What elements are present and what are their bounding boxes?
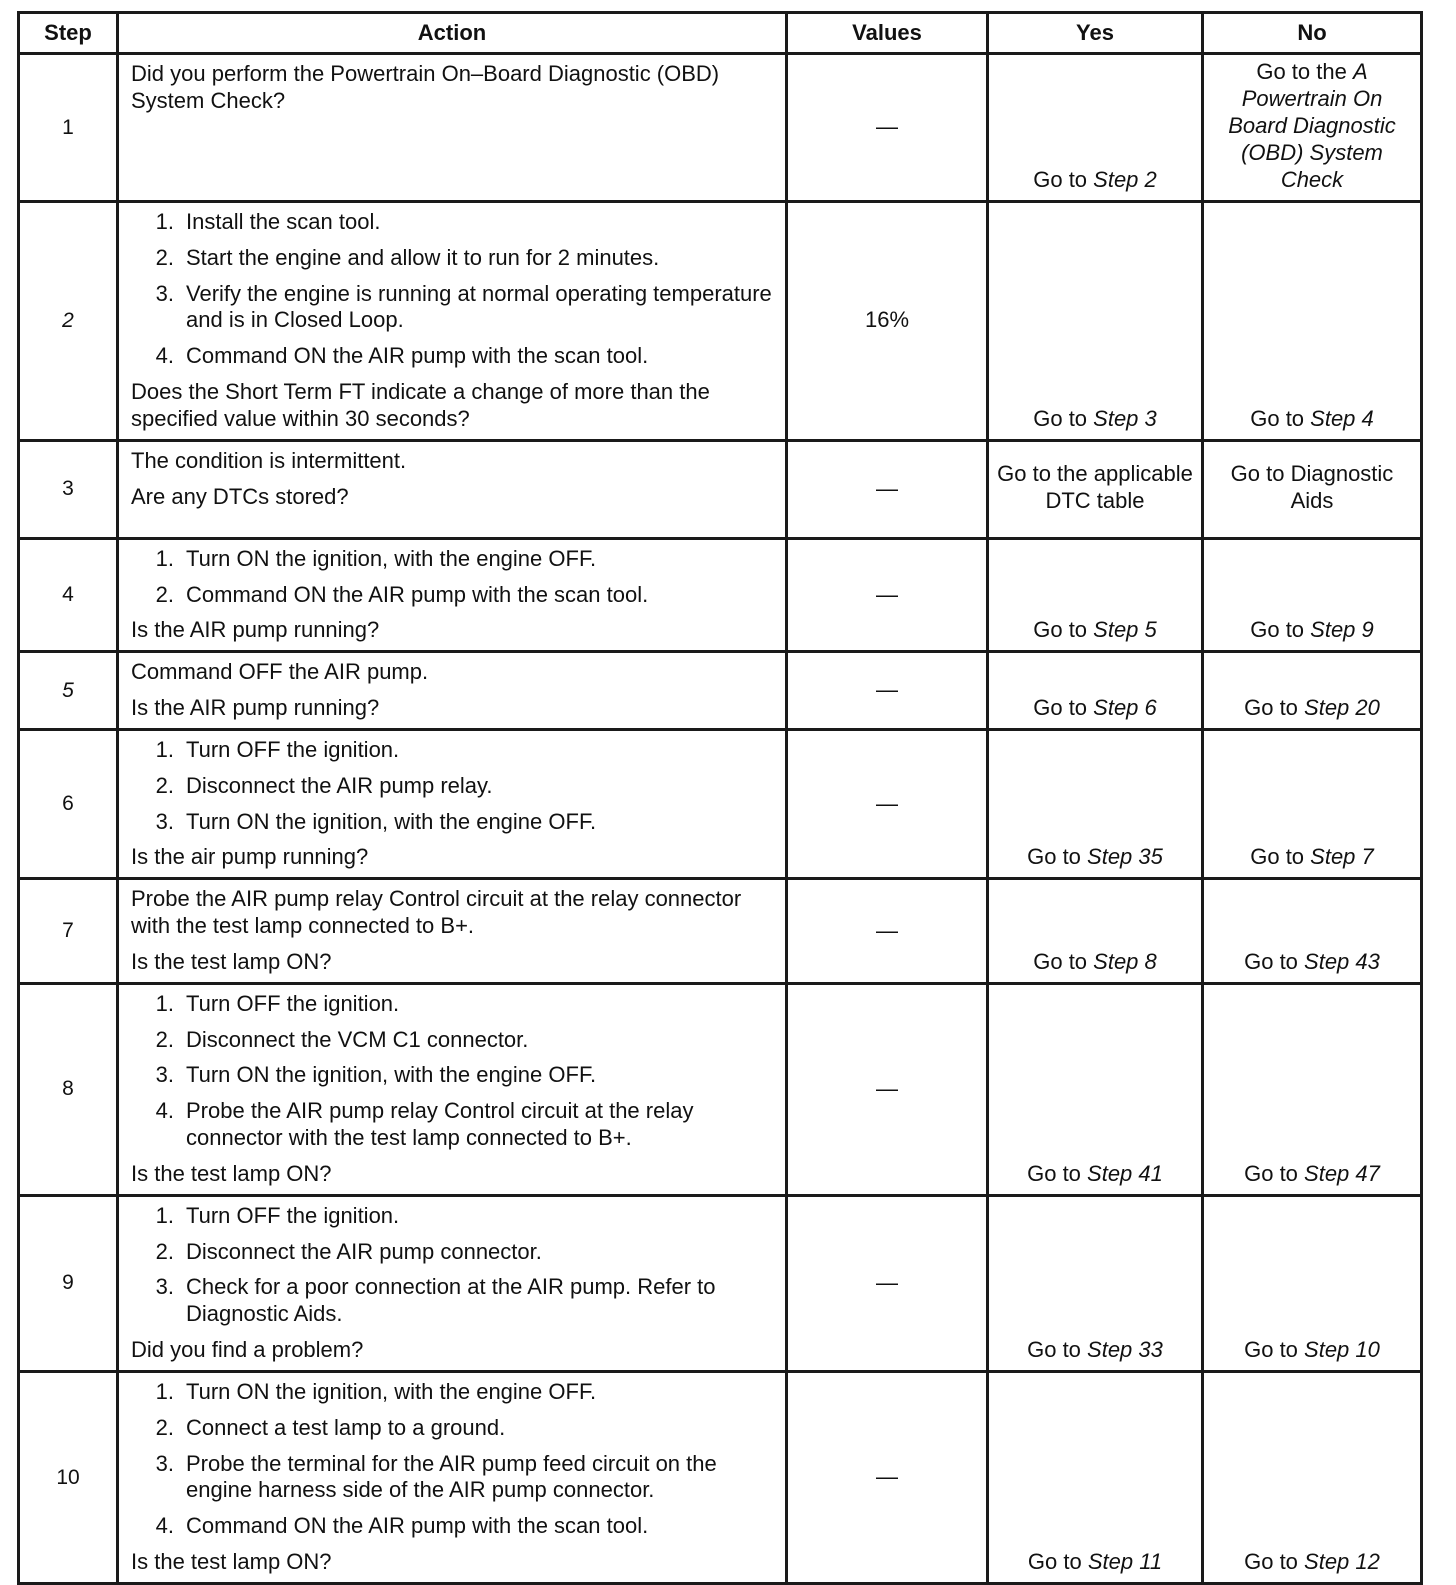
list-item: [131, 209, 775, 236]
yes-step-link: Step 2: [1093, 167, 1157, 193]
yes-step-link: Step 3: [1093, 405, 1157, 431]
no-text: Go to the: [1256, 59, 1353, 85]
action-step-list: [131, 546, 775, 609]
list-item-number: 4.: [155, 1513, 174, 1539]
action-cell: [118, 1195, 787, 1371]
list-item: [131, 1027, 775, 1054]
list-item: [131, 582, 775, 609]
action-step-list: [131, 1379, 775, 1540]
no-step-link: Step 7: [1310, 844, 1374, 870]
no-text: Go to: [1250, 405, 1311, 431]
action-step-list: [131, 209, 775, 370]
list-item-text: Turn ON the ignition, with the engine OFF.: [186, 1062, 597, 1088]
no-step-link: Step 47: [1304, 1160, 1380, 1186]
list-item-text: Turn OFF the ignition.: [186, 990, 400, 1016]
list-item-text: Turn ON the ignition, with the engine OFF.: [186, 808, 597, 834]
list-item: [131, 1098, 775, 1152]
action-cell: [118, 54, 787, 202]
action-text: The condition is intermittent.: [131, 447, 407, 473]
list-item-text: Check for a poor connection at the AIR pump. Refer to Diagnostic Aids.: [186, 1274, 716, 1327]
list-item-text: Turn OFF the ignition.: [186, 736, 400, 762]
list-item: [131, 546, 775, 573]
yes-step-link: Step 6: [1093, 695, 1157, 721]
list-item-text: Disconnect the VCM C1 connector.: [186, 1026, 529, 1052]
no-text: Go to: [1250, 617, 1311, 643]
yes-text: Go to: [1033, 948, 1094, 974]
no-step-link: Step 20: [1304, 695, 1380, 721]
no-step-link: Step 43: [1304, 948, 1380, 974]
header-row: [19, 13, 1422, 54]
list-item-number: 2.: [155, 772, 174, 798]
list-item-number: 4.: [155, 1098, 174, 1124]
no-step-link: Step 12: [1304, 1548, 1380, 1574]
list-item: [131, 1451, 775, 1505]
header-no: No: [1203, 13, 1422, 54]
list-item: [131, 1415, 775, 1442]
list-item: [131, 773, 775, 800]
action-cell: [118, 983, 787, 1195]
list-item-text: Turn OFF the ignition.: [186, 1202, 400, 1228]
no-text: Go to: [1244, 1548, 1305, 1574]
action-question: Is the air pump running?: [131, 844, 369, 870]
list-item-text: Start the engine and allow it to run for 2 minutes.: [186, 244, 660, 270]
value-cell: —: [787, 1195, 988, 1371]
no-cell: [1203, 879, 1422, 983]
no-cell: [1203, 538, 1422, 651]
header-action: Action: [118, 13, 787, 54]
yes-cell: [988, 54, 1203, 202]
step-number: 8: [19, 983, 118, 1195]
table-row: [19, 54, 1422, 202]
table-row: [19, 202, 1422, 441]
yes-cell: [988, 538, 1203, 651]
table-row: [19, 879, 1422, 983]
list-item: [131, 1513, 775, 1540]
no-cell: [1203, 983, 1422, 1195]
list-item-number: 1.: [155, 990, 174, 1016]
no-cell: [1203, 729, 1422, 878]
header-step: Step: [19, 13, 118, 54]
no-cell: [1203, 202, 1422, 441]
list-item-number: 3.: [155, 1274, 174, 1300]
yes-cell: [988, 652, 1203, 730]
no-cell: [1203, 1195, 1422, 1371]
action-cell: [118, 879, 787, 983]
table-body: [19, 54, 1422, 1584]
action-question: Is the test lamp ON?: [131, 1548, 332, 1574]
list-item-number: 2.: [155, 1238, 174, 1264]
yes-step-link: Step 8: [1093, 948, 1157, 974]
list-item-text: Command ON the AIR pump with the scan tool.: [186, 1513, 649, 1539]
list-item-text: Install the scan tool.: [186, 209, 381, 234]
list-item-number: 1.: [155, 1202, 174, 1228]
no-step-link: Step 10: [1304, 1337, 1380, 1363]
table-row: [19, 538, 1422, 651]
header-yes: Yes: [988, 13, 1203, 54]
value-cell: —: [787, 983, 988, 1195]
no-step-link: Step 9: [1310, 617, 1374, 643]
step-number: 1: [19, 54, 118, 202]
action-question: Is the AIR pump running?: [131, 695, 380, 721]
no-cell: [1203, 652, 1422, 730]
yes-step-link: Step 5: [1093, 617, 1157, 643]
table-row: [19, 652, 1422, 730]
yes-text: Go to: [1033, 617, 1094, 643]
yes-text: Go to: [1033, 695, 1094, 721]
yes-cell: [988, 1371, 1203, 1583]
table-row: [19, 440, 1422, 538]
list-item-number: 1.: [155, 1378, 174, 1404]
table-row: [19, 983, 1422, 1195]
yes-cell: [988, 879, 1203, 983]
yes-text: Go to: [1027, 1337, 1088, 1363]
list-item-text: Command ON the AIR pump with the scan tool.: [186, 581, 649, 607]
yes-cell: [988, 202, 1203, 441]
list-item-text: Turn ON the ignition, with the engine OFF.: [186, 545, 597, 571]
step-number: 6: [19, 729, 118, 878]
list-item-text: Probe the terminal for the AIR pump feed circuit on the engine harness side of the AIR pump connector.: [186, 1450, 717, 1503]
action-cell: [118, 202, 787, 441]
table-row: [19, 729, 1422, 878]
list-item-text: Disconnect the AIR pump connector.: [186, 1238, 542, 1264]
list-item-text: Probe the AIR pump relay Control circuit at the relay connector with the test lamp connected to B+.: [186, 1098, 694, 1151]
list-item-number: 2.: [155, 581, 174, 607]
list-item-text: Verify the engine is running at normal operating temperature and is in Closed Loop.: [186, 280, 772, 333]
action-question: Does the Short Term FT indicate a change of more than the specified value within 30 seconds?: [131, 379, 710, 431]
yes-text: Go to: [1027, 1160, 1088, 1186]
list-item-number: 3.: [155, 1450, 174, 1476]
action-step-list: [131, 991, 775, 1152]
action-question: Is the AIR pump running?: [131, 617, 380, 643]
step-number: 5: [19, 652, 118, 730]
value-cell: —: [787, 652, 988, 730]
list-item-text: Disconnect the AIR pump relay.: [186, 772, 493, 798]
diagnostic-table: [17, 11, 1423, 1585]
list-item: [131, 1274, 775, 1328]
list-item-text: Connect a test lamp to a ground.: [186, 1414, 506, 1440]
yes-text: Go to: [1027, 1548, 1088, 1574]
action-text: Command OFF the AIR pump.: [131, 659, 429, 685]
list-item-text: Command ON the AIR pump with the scan tool.: [186, 343, 649, 369]
list-item: [131, 737, 775, 764]
no-step-link: A Powertrain On Board Diagnostic (OBD) System Check: [1228, 59, 1396, 192]
action-question: Is the test lamp ON?: [131, 948, 332, 974]
yes-step-link: Step 41: [1087, 1160, 1163, 1186]
list-item-text: Turn ON the ignition, with the engine OFF.: [186, 1378, 597, 1404]
action-step-list: [131, 1203, 775, 1328]
yes-step-link: Step 33: [1087, 1337, 1163, 1363]
no-text: Go to: [1244, 1337, 1305, 1363]
no-cell: [1203, 1371, 1422, 1583]
step-number: 7: [19, 879, 118, 983]
list-item-number: 3.: [155, 280, 174, 306]
list-item: [131, 281, 775, 335]
action-text: Probe the AIR pump relay Control circuit at the relay connector with the test lamp connected to B+.: [131, 886, 742, 939]
value-cell: —: [787, 729, 988, 878]
yes-text: Go to: [1033, 167, 1094, 193]
step-number: 4: [19, 538, 118, 651]
no-cell: [1203, 54, 1422, 202]
no-text: Go to: [1244, 695, 1305, 721]
value-cell: 16%: [787, 202, 988, 441]
list-item-number: 1.: [155, 545, 174, 571]
value-cell: —: [787, 879, 988, 983]
list-item-number: 2.: [155, 1026, 174, 1052]
step-number: 10: [19, 1371, 118, 1583]
value-cell: —: [787, 54, 988, 202]
list-item-number: 3.: [155, 808, 174, 834]
step-number: 9: [19, 1195, 118, 1371]
action-question: Are any DTCs stored?: [131, 483, 349, 509]
value-cell: —: [787, 440, 988, 538]
list-item: [131, 1379, 775, 1406]
list-item-number: 2.: [155, 244, 174, 270]
action-cell: [118, 440, 787, 538]
yes-text: Go to: [1033, 405, 1094, 431]
yes-text: Go to the applicable DTC table: [997, 461, 1193, 514]
yes-cell: [988, 729, 1203, 878]
yes-cell: [988, 440, 1203, 538]
list-item: [131, 1203, 775, 1230]
list-item: [131, 1062, 775, 1089]
yes-step-link: Step 11: [1087, 1548, 1163, 1574]
list-item: [131, 245, 775, 272]
value-cell: —: [787, 1371, 988, 1583]
list-item: [131, 809, 775, 836]
list-item: [131, 343, 775, 370]
no-step-link: Step 4: [1310, 405, 1374, 431]
value-cell: —: [787, 538, 988, 651]
list-item-number: 2.: [155, 1414, 174, 1440]
action-cell: [118, 652, 787, 730]
table-row: [19, 1195, 1422, 1371]
no-text: Go to: [1244, 1160, 1305, 1186]
yes-text: Go to: [1027, 844, 1088, 870]
table-row: [19, 1371, 1422, 1583]
yes-cell: [988, 1195, 1203, 1371]
step-number: 3: [19, 440, 118, 538]
action-text: Did you perform the Powertrain On–Board Diagnostic (OBD) System Check?: [131, 61, 720, 113]
action-question: Did you find a problem?: [131, 1337, 364, 1363]
no-text: Go to Diagnostic Aids: [1230, 461, 1394, 514]
action-cell: [118, 1371, 787, 1583]
action-cell: [118, 729, 787, 878]
step-number: 2: [19, 202, 118, 441]
list-item-number: 3.: [155, 1062, 174, 1088]
yes-step-link: Step 35: [1087, 844, 1163, 870]
header-values: Values: [787, 13, 988, 54]
no-text: Go to: [1250, 844, 1311, 870]
list-item-number: 4.: [155, 343, 174, 369]
no-text: Go to: [1244, 948, 1305, 974]
list-item: [131, 991, 775, 1018]
list-item: [131, 1239, 775, 1266]
list-item-number: 1.: [155, 209, 174, 234]
action-cell: [118, 538, 787, 651]
no-cell: [1203, 440, 1422, 538]
action-question: Is the test lamp ON?: [131, 1160, 332, 1186]
list-item-number: 1.: [155, 736, 174, 762]
yes-cell: [988, 983, 1203, 1195]
action-step-list: [131, 737, 775, 835]
